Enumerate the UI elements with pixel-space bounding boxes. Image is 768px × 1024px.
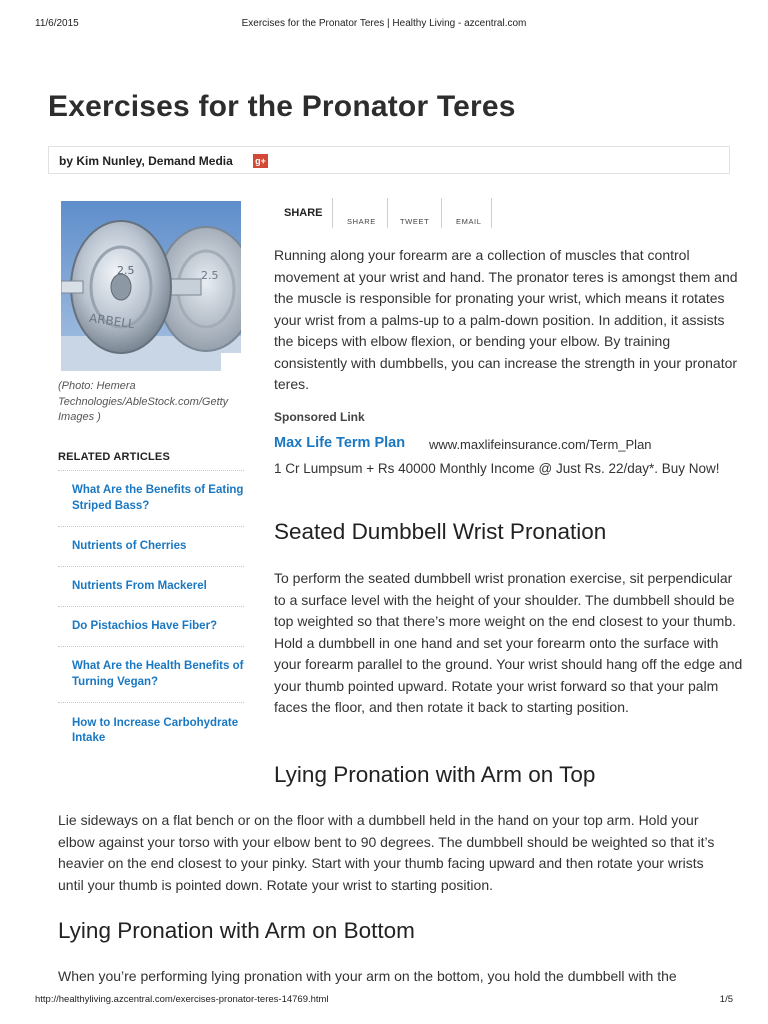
related-item[interactable] — [58, 703, 244, 759]
photo-weight-label-right: 2.5 — [201, 269, 219, 282]
share-heading: SHARE — [284, 207, 323, 219]
related-link-carbohydrate[interactable]: How to Increase Carbohydrate Intake — [72, 716, 239, 744]
page-number: 1/5 — [719, 994, 733, 1005]
article-photo — [61, 201, 241, 371]
print-page-title: Exercises for the Pronator Teres | Healthy Living - azcentral.com — [241, 18, 527, 29]
share-divider — [441, 198, 442, 228]
related-item[interactable] — [58, 527, 244, 567]
print-date: 11/6/2015 — [35, 18, 79, 29]
related-articles-title: RELATED ARTICLES — [58, 451, 170, 463]
sponsored-url[interactable]: www.maxlifeinsurance.com/Term_Plan — [429, 437, 652, 452]
share-divider — [387, 198, 388, 228]
section-heading-arm-on-bottom: Lying Pronation with Arm on Bottom — [58, 918, 415, 943]
related-item[interactable] — [58, 647, 244, 703]
google-plus-icon[interactable]: g+ — [253, 154, 268, 168]
related-link-pistachios[interactable]: Do Pistachios Have Fiber? — [72, 619, 218, 632]
section-heading-seated: Seated Dumbbell Wrist Pronation — [274, 519, 607, 544]
print-url: http://healthyliving.azcentral.com/exercises-pronator-teres-14769.html — [35, 994, 329, 1005]
related-item[interactable] — [58, 471, 244, 527]
section-body-arm-on-top: Lie sideways on a flat bench or on the floor with a dumbbell held in the hand on your top arm. Hold your elbow against your torso with your elbow bent to 90 degrees. The dumbbell should be weighted so that it’s heavier on the end closest to your pinky. Start with your thumb facing upward and then rotate your wrists until your thumb is pointed down. Rotate your wrist to starting position. — [58, 812, 715, 893]
sponsored-text: 1 Cr Lumpsum + Rs 40000 Monthly Income @ Just Rs. 22/day*. Buy Now! — [274, 461, 720, 476]
email-button[interactable]: EMAIL — [456, 217, 482, 226]
section-heading-arm-on-top: Lying Pronation with Arm on Top — [274, 762, 596, 787]
dumbbell-image — [61, 201, 241, 371]
related-link-vegan[interactable]: What Are the Health Benefits of Turning Vegan? — [72, 660, 244, 688]
related-link-striped-bass[interactable]: What Are the Benefits of Eating Striped Bass? — [72, 484, 244, 512]
author-byline: by Kim Nunley, Demand Media — [59, 154, 233, 168]
section-body-arm-on-bottom: When you’re performing lying pronation with your arm on the bottom, you hold the dumbbell with the — [58, 968, 677, 984]
section-body-seated: To perform the seated dumbbell wrist pronation exercise, sit perpendicular to a surface level with the height of your shoulder. The dumbbell should be top weighted so that there’s more weight on the end closest to your thumb. Hold a dumbbell in one hand and set your forearm onto the surface with your forearm parallel to the ground. Your wrist should hang off the edge and your thumb pointed upward. Rotate your wrist forward so that your palm faces the floor, and then rotate it back to starting position. — [274, 570, 743, 715]
photo-bar-label: ARBELL — [88, 311, 136, 332]
related-articles-list — [58, 470, 244, 759]
photo-caption: (Photo: Hemera Technologies/AbleStock.com/Getty Images ) — [58, 380, 229, 423]
tweet-button[interactable]: TWEET — [400, 217, 430, 226]
photo-weight-label-left: 2.5 — [117, 264, 135, 277]
related-item[interactable] — [58, 607, 244, 647]
article-title: Exercises for the Pronator Teres — [48, 90, 516, 123]
sponsored-label: Sponsored Link — [274, 410, 365, 424]
sponsored-link[interactable]: Max Life Term Plan — [274, 435, 406, 451]
share-divider — [332, 198, 333, 228]
facebook-share-button[interactable]: SHARE — [347, 217, 376, 226]
byline-bar — [48, 146, 730, 174]
share-divider — [491, 198, 492, 228]
related-link-cherries[interactable]: Nutrients of Cherries — [72, 539, 187, 552]
related-link-mackerel[interactable]: Nutrients From Mackerel — [72, 579, 207, 592]
intro-paragraph: Running along your forearm are a collection of muscles that control movement at your wrist and hand. The pronator teres is amongst them and the muscle is responsible for pronating your wrist, which means it rotates your wrist from a palms-up to a palm-down position. In addition, it assists the biceps with elbow flexion, or bending your elbow. By training consistently with dumbbells, you can increase the strength in your pronator teres. — [274, 247, 738, 392]
related-item[interactable] — [58, 567, 244, 607]
